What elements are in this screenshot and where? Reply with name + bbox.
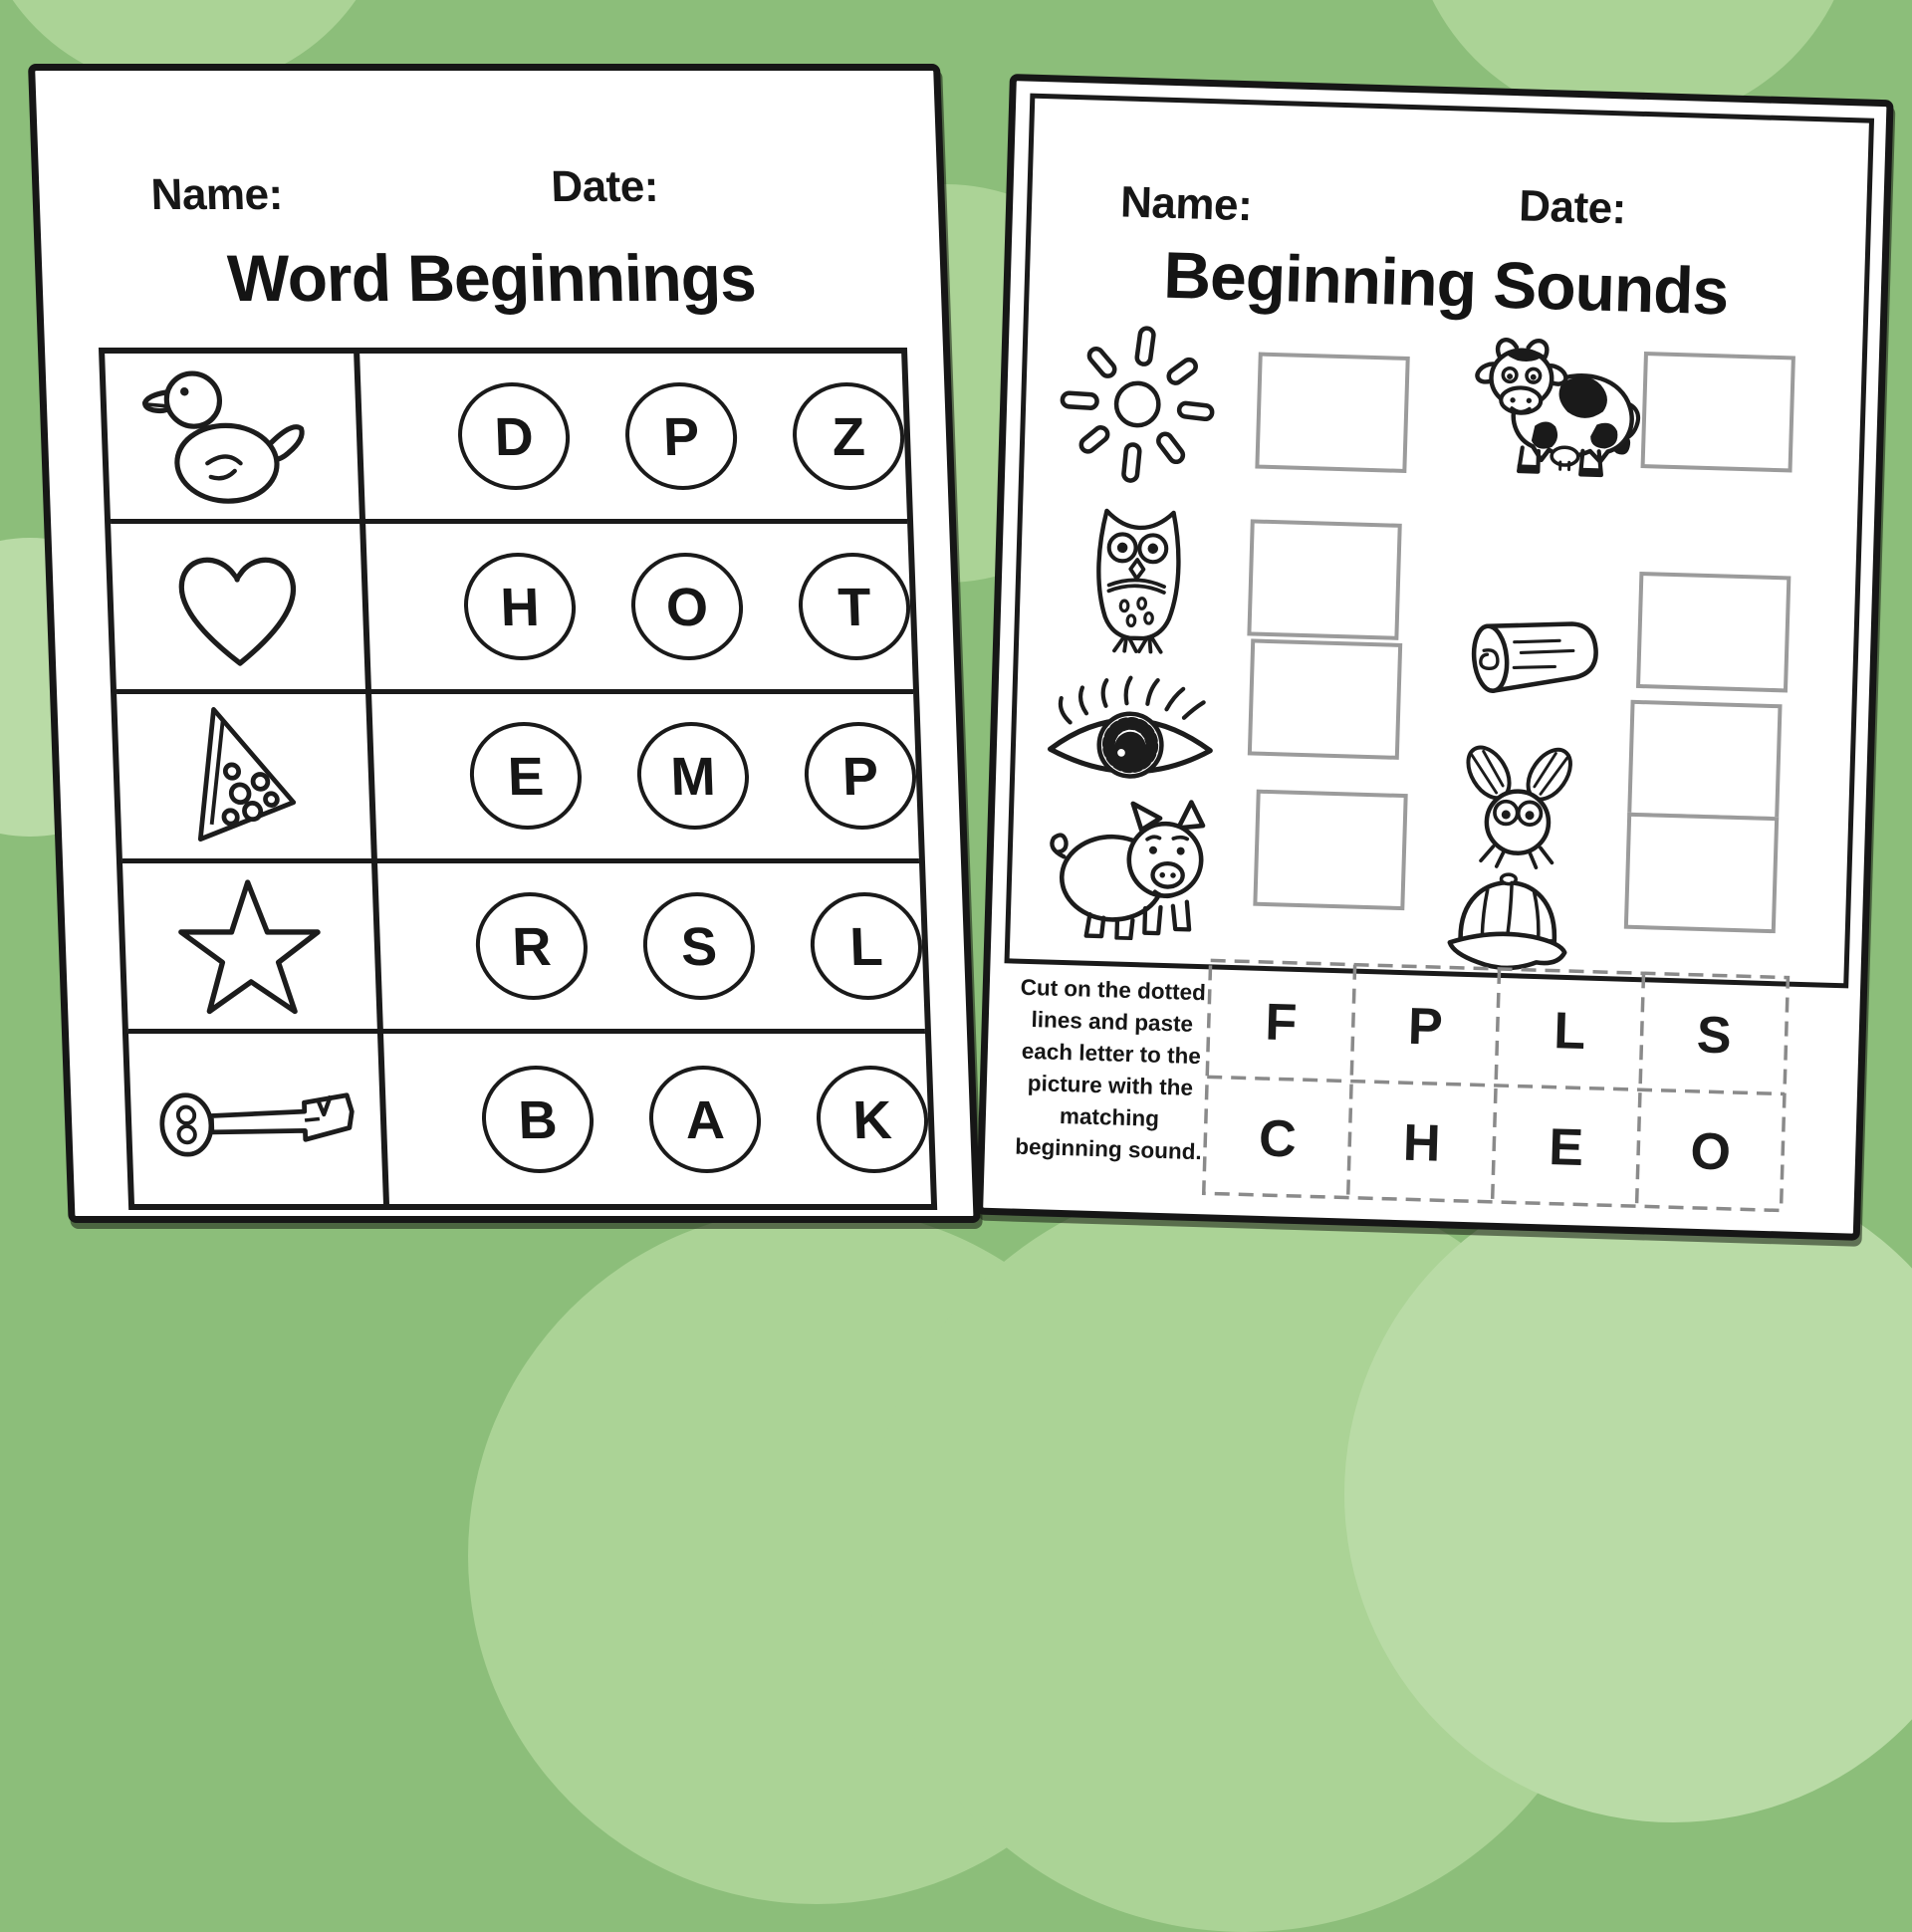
cutout-letter: S (1695, 1006, 1733, 1066)
cutout-letter: F (1264, 993, 1299, 1053)
letter-circle: Z (791, 382, 906, 490)
heart-image (156, 532, 319, 681)
owl-image-wrap (1064, 495, 1214, 662)
star-image (166, 868, 333, 1024)
word-row (117, 694, 919, 864)
duck-image (135, 358, 329, 515)
answer-box (1253, 790, 1407, 910)
pizza-image (167, 702, 320, 849)
letter-circle: P (803, 722, 918, 830)
owl-image (1064, 495, 1214, 662)
sun-image-wrap (1053, 317, 1223, 487)
letter-circle: D (456, 382, 572, 490)
cow-image (1424, 329, 1650, 501)
answer-box (1627, 700, 1782, 821)
letter-options (359, 354, 907, 519)
cutout-letter: O (1689, 1122, 1732, 1182)
letter-circle: H (462, 553, 578, 660)
cow-image-wrap (1424, 329, 1650, 501)
word-row (111, 524, 913, 694)
letter-circle: K (815, 1066, 930, 1173)
instructions-text: Cut on the dotted lines and paste each letter to the picture with the matching beginning sound. (1014, 974, 1207, 1164)
worksheet-beginning-sounds (976, 74, 1894, 1241)
cutout-letter: P (1407, 997, 1444, 1057)
page-title: Beginning Sounds (1162, 237, 1730, 329)
word-row (122, 863, 925, 1034)
pizza-cell (117, 694, 377, 859)
eye-image-wrap (1040, 668, 1223, 799)
letter-circle: S (641, 892, 757, 1000)
letter-circle: M (635, 722, 751, 830)
word-beginnings-table (99, 348, 937, 1210)
date-label: Date: (550, 162, 659, 211)
key-image (150, 1066, 361, 1172)
letter-circle: O (629, 553, 745, 660)
letter-options (371, 694, 919, 859)
duck-cell (105, 354, 365, 519)
star-cell (122, 863, 383, 1029)
name-label: Name: (1119, 177, 1253, 231)
letter-circle: P (623, 382, 739, 490)
pig-image-wrap (1037, 784, 1228, 943)
letter-cards (1200, 957, 1791, 1218)
letter-circle: T (797, 553, 912, 660)
name-label: Name: (149, 170, 284, 219)
key-cell (128, 1034, 389, 1204)
eye-image (1040, 668, 1223, 799)
pig-image (1037, 784, 1228, 943)
word-row (105, 354, 907, 524)
log-image (1446, 594, 1624, 717)
cutout-letter: L (1553, 1002, 1586, 1062)
answer-box (1248, 638, 1402, 759)
answer-box (1247, 519, 1401, 639)
page-title: Word Beginnings (226, 241, 757, 315)
letter-options (365, 524, 913, 689)
letter-circle: A (647, 1066, 763, 1173)
letter-circle: R (474, 892, 590, 1000)
letter-options (377, 863, 925, 1029)
letter-circle: B (480, 1066, 596, 1173)
answer-box (1624, 813, 1779, 933)
letter-circle: E (468, 722, 584, 830)
cutout-letter: E (1548, 1118, 1584, 1178)
cutout-letter: H (1402, 1113, 1442, 1173)
worksheet-word-beginnings (28, 64, 981, 1223)
word-row (128, 1034, 931, 1204)
answer-box (1641, 352, 1795, 472)
heart-cell (111, 524, 371, 689)
log-image-wrap (1446, 594, 1624, 717)
letter-options (383, 1034, 931, 1204)
letter-circle: L (809, 892, 924, 1000)
cutout-letter: C (1258, 1109, 1298, 1169)
date-label: Date: (1518, 181, 1627, 234)
answer-box (1636, 572, 1791, 692)
sun-image (1053, 317, 1223, 487)
answer-box (1255, 353, 1409, 473)
